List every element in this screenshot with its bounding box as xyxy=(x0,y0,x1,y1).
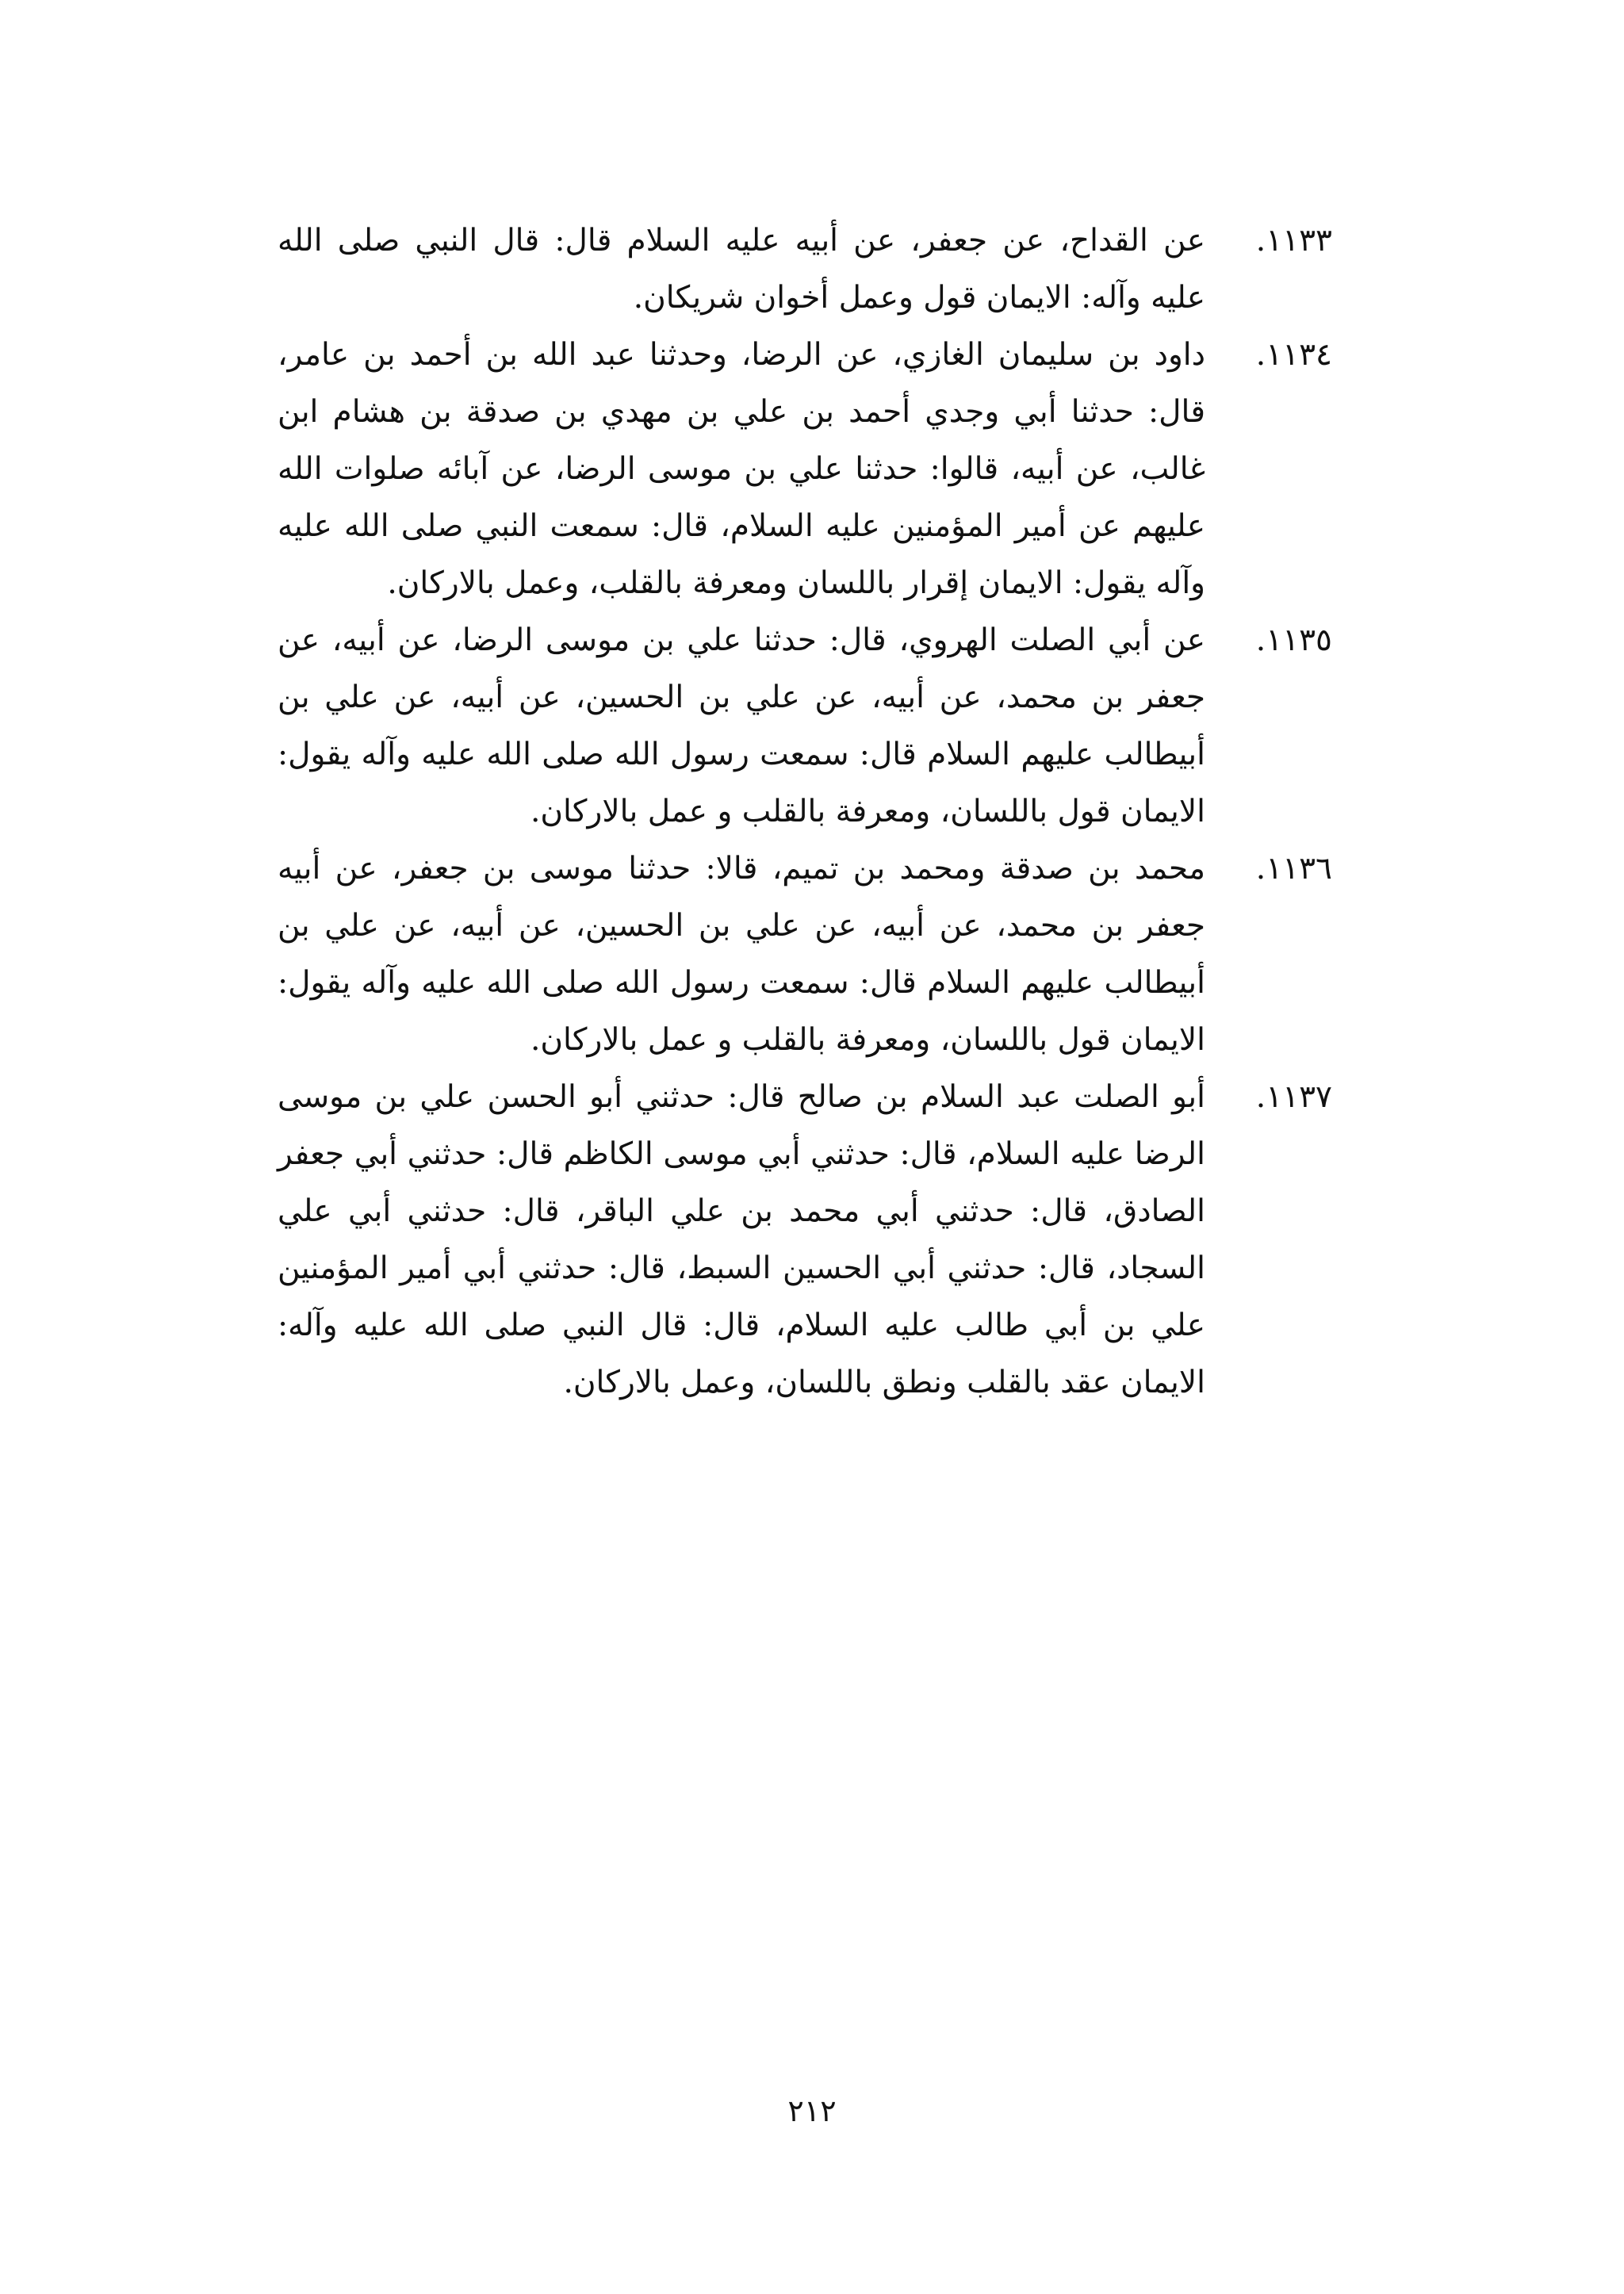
page-body xyxy=(278,213,1332,1411)
entry-number: ١١٣٧. xyxy=(1255,1079,1332,1115)
entry-text: داود بن سليمان الغازي، عن الرضا، وحدثنا عبد الله بن أحمد بن عامر، قال: حدثنا أبي وجدي أحمد بن علي بن مهدي بن صدقة بن هشام ابن غالب، عن أبيه، قالوا: حدثنا علي بن موسى الرضا، عن آبائه صلوات الله عليهم عن أمير المؤمنين عليه السلام، قال: سمعت النبي صلى الله عليه وآله يقول: الايمان إقرار باللسان ومعرفة بالقلب، وعمل بالاركان. xyxy=(278,337,1205,601)
hadith-entry-1137 xyxy=(278,1069,1332,1411)
page-number: ٢١٢ xyxy=(787,2093,837,2128)
hadith-entry-1134 xyxy=(278,327,1332,612)
entry-text: محمد بن صدقة ومحمد بن تميم، قالا: حدثنا موسى بن جعفر، عن أبيه جعفر بن محمد، عن أبيه، عن علي بن الحسين، عن أبيه، عن علي بن أبيطالب عليهم السلام قال: سمعت رسول الله صلى الله عليه وآله يقول: الايمان قول باللسان، ومعرفة بالقلب و عمل بالاركان. xyxy=(278,851,1205,1058)
entry-number: ١١٣٣. xyxy=(1255,223,1332,259)
entry-number: ١١٣٦. xyxy=(1255,851,1332,887)
hadith-entry-1135 xyxy=(278,612,1332,841)
entry-text: أبو الصلت عبد السلام بن صالح قال: حدثني أبو الحسن علي بن موسى الرضا عليه السلام، قال: حدثني أبي موسى الكاظم قال: حدثني أبي جعفر الصادق، قال: حدثني أبي محمد بن علي الباقر، قال: حدثني أبي علي السجاد، قال: حدثني أبي الحسين السبط، قال: حدثني أبي أمير المؤمنين علي بن أبي طالب عليه السلام، قال: قال النبي صلى الله عليه وآله: الايمان عقد بالقلب ونطق باللسان، وعمل بالاركان. xyxy=(278,1079,1205,1400)
hadith-entry-1133 xyxy=(278,213,1332,327)
entry-number: ١١٣٤. xyxy=(1255,337,1332,373)
entry-number: ١١٣٥. xyxy=(1255,622,1332,658)
entry-text: عن أبي الصلت الهروي، قال: حدثنا علي بن موسى الرضا، عن أبيه، عن جعفر بن محمد، عن أبيه، عن علي بن الحسين، عن أبيه، عن علي بن أبيطالب عليهم السلام قال: سمعت رسول الله صلى الله عليه وآله يقول: الايمان قول باللسان، ومعرفة بالقلب و عمل بالاركان. xyxy=(278,622,1205,829)
entry-text: عن القداح، عن جعفر، عن أبيه عليه السلام قال: قال النبي صلى الله عليه وآله: الايمان قول وعمل أخوان شريكان. xyxy=(278,223,1205,316)
hadith-entry-1136 xyxy=(278,841,1332,1069)
